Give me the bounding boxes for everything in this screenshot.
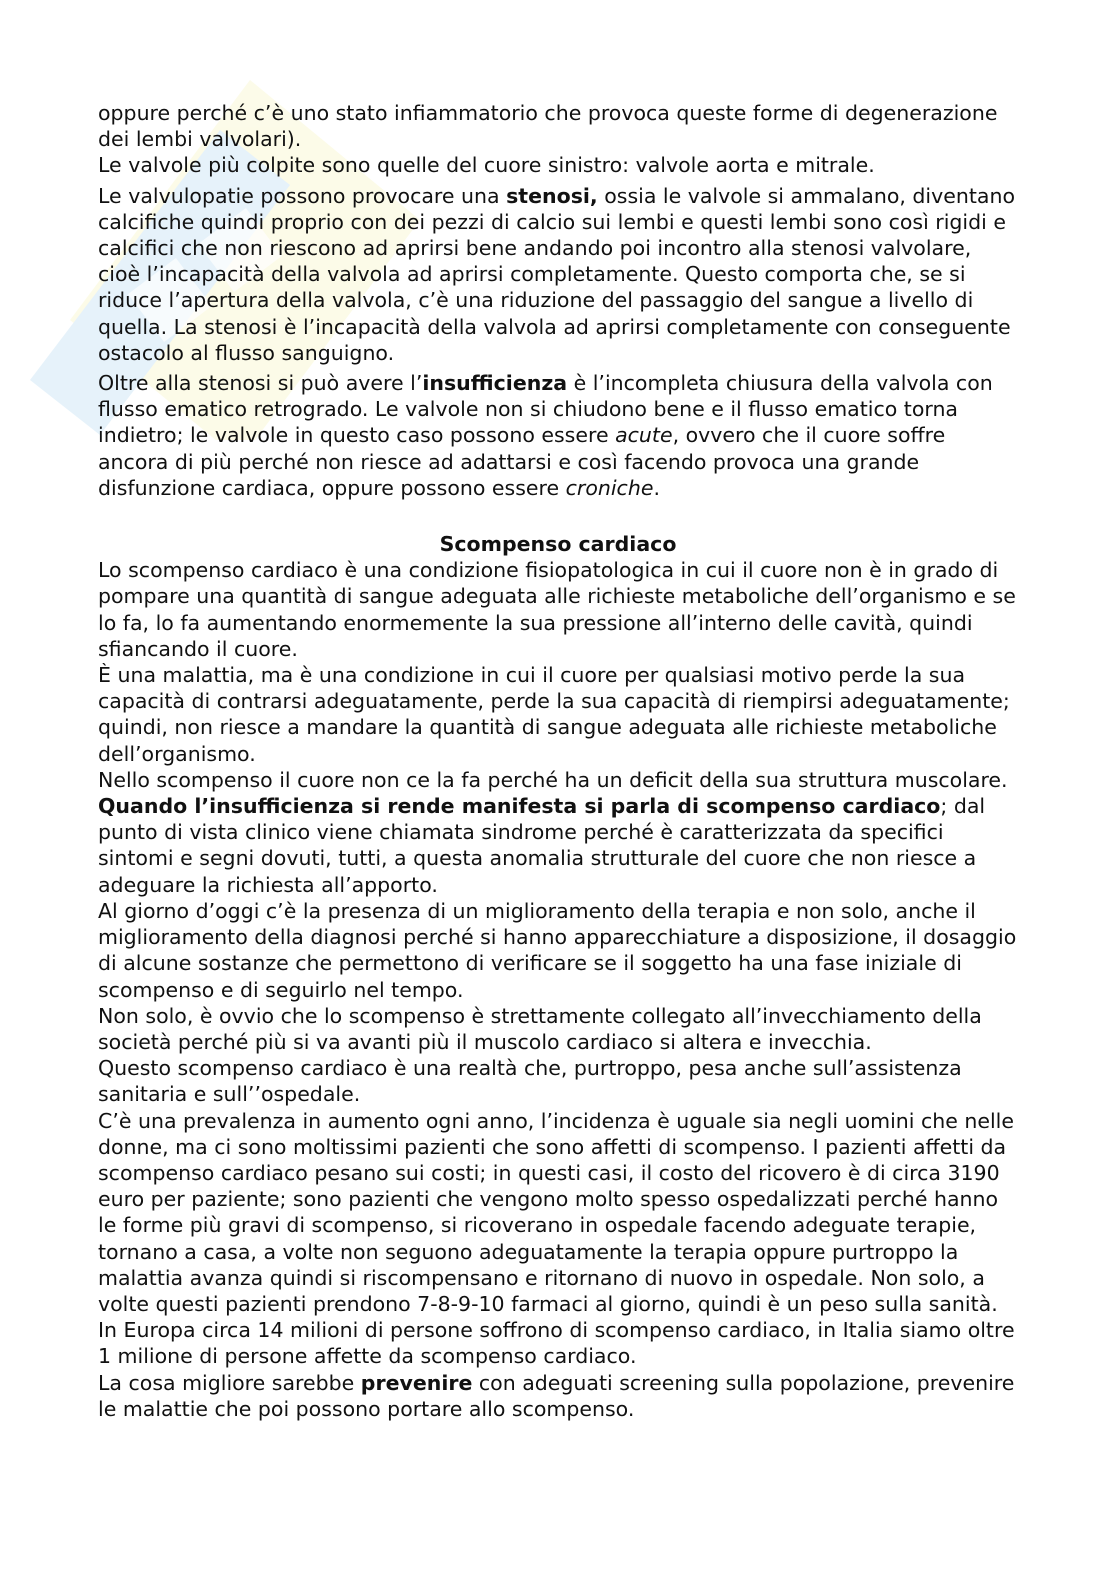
paragraph-aging: Non solo, è ovvio che lo scompenso è strettamente collegato all’invecchiamento della società perché più si va avanti più il muscolo cardiaco si altera e invecchia. [98, 1003, 982, 1054]
paragraph-prevention: La cosa migliore sarebbe prevenire con adeguati screening sulla popolazione, prevenire le malattie che poi possono portare allo scompenso. [98, 1370, 1015, 1421]
paragraph-healthcare: Questo scompenso cardiaco è una realtà che, purtroppo, pesa anche sull’assistenza sanitaria e sull’’ospedale. [98, 1056, 962, 1107]
paragraph-prevalence: C’è una prevalenza in aumento ogni anno, l’incidenza è uguale sia negli uomini che nelle donne, ma ci sono moltissimi pazienti che sono affetti di scompenso. I pazienti affetti da scompenso cardiaco pesano sui costi; in questi casi, il costo del ricovero è di circa 3190 euro per paziente; sono pazienti che vengono molto spesso ospedalizzati perché hanno le forme più gravi di scompenso, si ricoverano in ospedale facendo adeguate terapie, tornano a casa, a volte non seguono adeguatamente la terapia oppure purtroppo la malattia avanza quindi si riscompensano e ritornano di nuovo in ospedale. Non solo, a volte questi pazienti prendono 7-8-9-10 farmaci al giorno, quindi è un peso sulla sanità. In Europa circa 14 milioni di persone soffrono di scompenso cardiaco, in Italia siamo oltre 1 milione di persone affette da scompenso cardiaco. [98, 1108, 1015, 1369]
term-stenosis: stenosi, [506, 183, 598, 208]
document-page [98, 100, 1018, 1422]
paragraph-syndrome: Quando l’insufficienza si rende manifesta si parla di scompenso cardiaco; dal punto di vista clinico viene chiamata sindrome perché è caratterizzata da specifici sintomi e segni dovuti, tutti, a questa anomalia strutturale del cuore che non riesce a adeguare la richiesta all’apporto. [98, 794, 986, 897]
term-heart-failure: Quando l’insufficienza si rende manifesta si parla di scompenso cardiaco [98, 794, 941, 819]
term-chronic: croniche [565, 475, 654, 500]
term-insufficiency: insufficienza [422, 371, 568, 396]
paragraph-insufficiency: Oltre alla stenosi si può avere l’insufficienza è l’incompleta chiusura della valvola con flusso ematico retrogrado. Le valvole non si chiudono bene e il flusso ematico torna indietro; le valvole in questo caso possono essere acute, ovvero che il cuore soffre ancora di più perché non riesce ad adattarsi e così facendo provoca una grande disfunzione cardiaca, oppure possono essere croniche. [98, 371, 993, 500]
paragraph-valves-affected: Le valvole più colpite sono quelle del cuore sinistro: valvole aorta e mitrale. [98, 153, 875, 178]
paragraph-muscle-deficit: Nello scompenso il cuore non ce la fa perché ha un deficit della sua struttura muscolare. [98, 767, 1008, 792]
term-prevent: prevenire [360, 1370, 473, 1395]
section-heading: Scompenso cardiaco [439, 532, 677, 557]
term-acute: acute [615, 423, 673, 448]
paragraph-diagnosis: Al giorno d’oggi c’è la presenza di un miglioramento della terapia e non solo, anche il miglioramento della diagnosi perché si hanno apparecchiature a disposizione, il dosaggio di alcune sostanze che permettono di verificare se il soggetto ha una fase iniziale di scompenso e di seguirlo nel tempo. [98, 898, 1017, 1002]
paragraph-intro-continuation: oppure perché c’è uno stato infiammatorio che provoca queste forme di degenerazione dei lembi valvolari). [98, 101, 998, 152]
paragraph-stenosis: Le valvulopatie possono provocare una stenosi, ossia le valvole si ammalano, diventano calcifiche quindi proprio con dei pezzi di calcio sui lembi e questi lembi sono così rigidi e calcifici che non riescono ad aprirsi bene andando poi incontro alla stenosi valvolare, cioè l’incapacità della valvola ad aprirsi completamente. Questo comporta che, se si riduce l’apertura della valvola, c’è una riduzione del passaggio del sangue a livello di quella. La stenosi è l’incapacità della valvola ad aprirsi completamente con conseguente ostacolo al flusso sanguigno. [98, 183, 1015, 365]
paragraph-disease-condition: È una malattia, ma è una condizione in cui il cuore per qualsiasi motivo perde la sua capacità di contrarsi adeguatamente, perde la sua capacità di riempirsi adeguatamente; quindi, non riesce a mandare la quantità di sangue adeguata alle richieste metaboliche dell’organismo. [98, 663, 1010, 766]
paragraph-definition: Lo scompenso cardiaco è una condizione fisiopatologica in cui il cuore non è in grado di pompare una quantità di sangue adeguata alle richieste metaboliche dell’organismo e se lo fa, lo fa aumentando enormemente la sua pressione all’interno delle cavità, quindi sfiancando il cuore. [98, 558, 1016, 661]
